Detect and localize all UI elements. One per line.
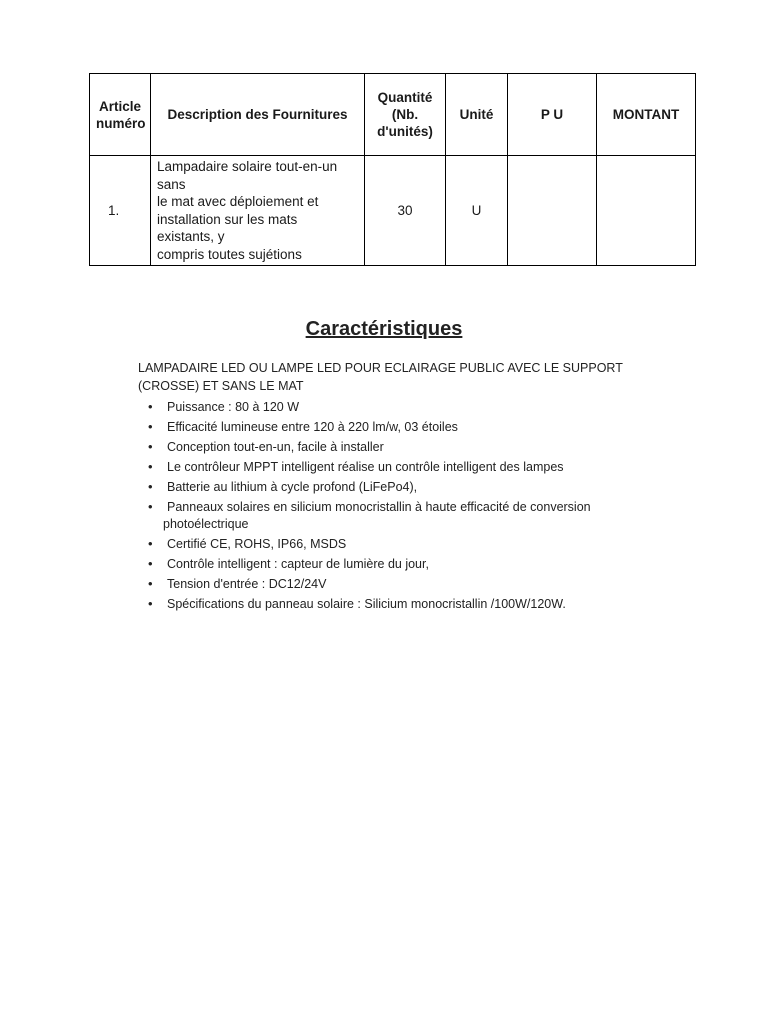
supply-table (89, 73, 696, 266)
header-article (90, 74, 151, 156)
list-item (146, 459, 646, 476)
cell-description-line4: compris toutes sujétions (157, 246, 302, 262)
list-item-text: Panneaux solaires en silicium monocristallin à haute efficacité de conversion (167, 500, 591, 515)
list-item (146, 556, 646, 573)
list-item-text: Batterie au lithium à cycle profond (LiFePo4), (167, 480, 418, 495)
cell-numero: 1. (90, 156, 151, 266)
cell-unite: U (446, 156, 508, 266)
list-item-text: Tension d'entrée : DC12/24V (167, 577, 327, 592)
list-item (146, 499, 646, 532)
intro-line1: LAMPADAIRE LED OU LAMPE LED POUR ECLAIRAGE PUBLIC AVEC LE SUPPORT (138, 361, 623, 375)
bullet-icon: • (148, 459, 153, 475)
list-item (146, 596, 646, 613)
list-item (146, 399, 646, 416)
table-header-row (90, 74, 696, 156)
list-item-text: Certifié CE, ROHS, IP66, MSDS (167, 537, 347, 552)
header-quantite-line3: d'unités) (377, 124, 433, 139)
list-item-text: Efficacité lumineuse entre 120 à 220 lm/w, 03 étoiles (167, 420, 458, 435)
list-item (146, 419, 646, 436)
header-unite: Unité (446, 74, 508, 156)
list-item (146, 479, 646, 496)
cell-montant (597, 156, 696, 266)
bullet-icon: • (148, 399, 153, 414)
section-title: Caractéristiques (305, 318, 463, 340)
header-description: Description des Fournitures (151, 74, 365, 156)
list-item-text: Conception tout-en-un, facile à installer (167, 440, 384, 455)
header-montant: MONTANT (597, 74, 696, 156)
header-quantite (365, 74, 446, 156)
header-article-line2: numéro (96, 115, 146, 131)
bullet-icon: • (148, 479, 153, 495)
bullet-icon: • (148, 419, 153, 435)
cell-pu (508, 156, 597, 266)
header-article-line1: Article (98, 98, 142, 114)
list-item-continuation: photoélectrique (163, 516, 249, 531)
bullet-icon: • (148, 596, 153, 612)
cell-quantite: 30 (365, 156, 446, 266)
bullet-icon: • (148, 576, 153, 592)
list-item (146, 439, 646, 456)
header-quantite-line2: (Nb. (391, 107, 419, 122)
list-item-text: Spécifications du panneau solaire : Silicium monocristallin /100W/120W. (167, 597, 566, 612)
bullet-icon: • (148, 439, 153, 455)
header-quantite-line1: Quantité (377, 90, 433, 105)
header-pu: P U (508, 74, 597, 156)
section-intro (138, 360, 638, 395)
bullet-icon: • (148, 556, 153, 572)
cell-description-line2: le mat avec déploiement et (157, 194, 319, 209)
list-item-text: Le contrôleur MPPT intelligent réalise un contrôle intelligent des lampes (167, 460, 564, 475)
cell-description (151, 156, 365, 266)
list-item-text: Contrôle intelligent : capteur de lumière du jour, (167, 557, 429, 572)
bullet-icon: • (148, 536, 153, 552)
table-row (90, 156, 696, 266)
list-item (146, 536, 646, 553)
characteristics-list (146, 399, 646, 616)
list-item (146, 576, 646, 593)
cell-description-line1: Lampadaire solaire tout-en-un sans (157, 159, 338, 192)
intro-line2: (CROSSE) ET SANS LE MAT (138, 378, 304, 393)
cell-description-line3: installation sur les mats existants, y (157, 211, 298, 244)
list-item-text: Puissance : 80 à 120 W (167, 400, 300, 414)
bullet-icon: • (148, 499, 153, 515)
